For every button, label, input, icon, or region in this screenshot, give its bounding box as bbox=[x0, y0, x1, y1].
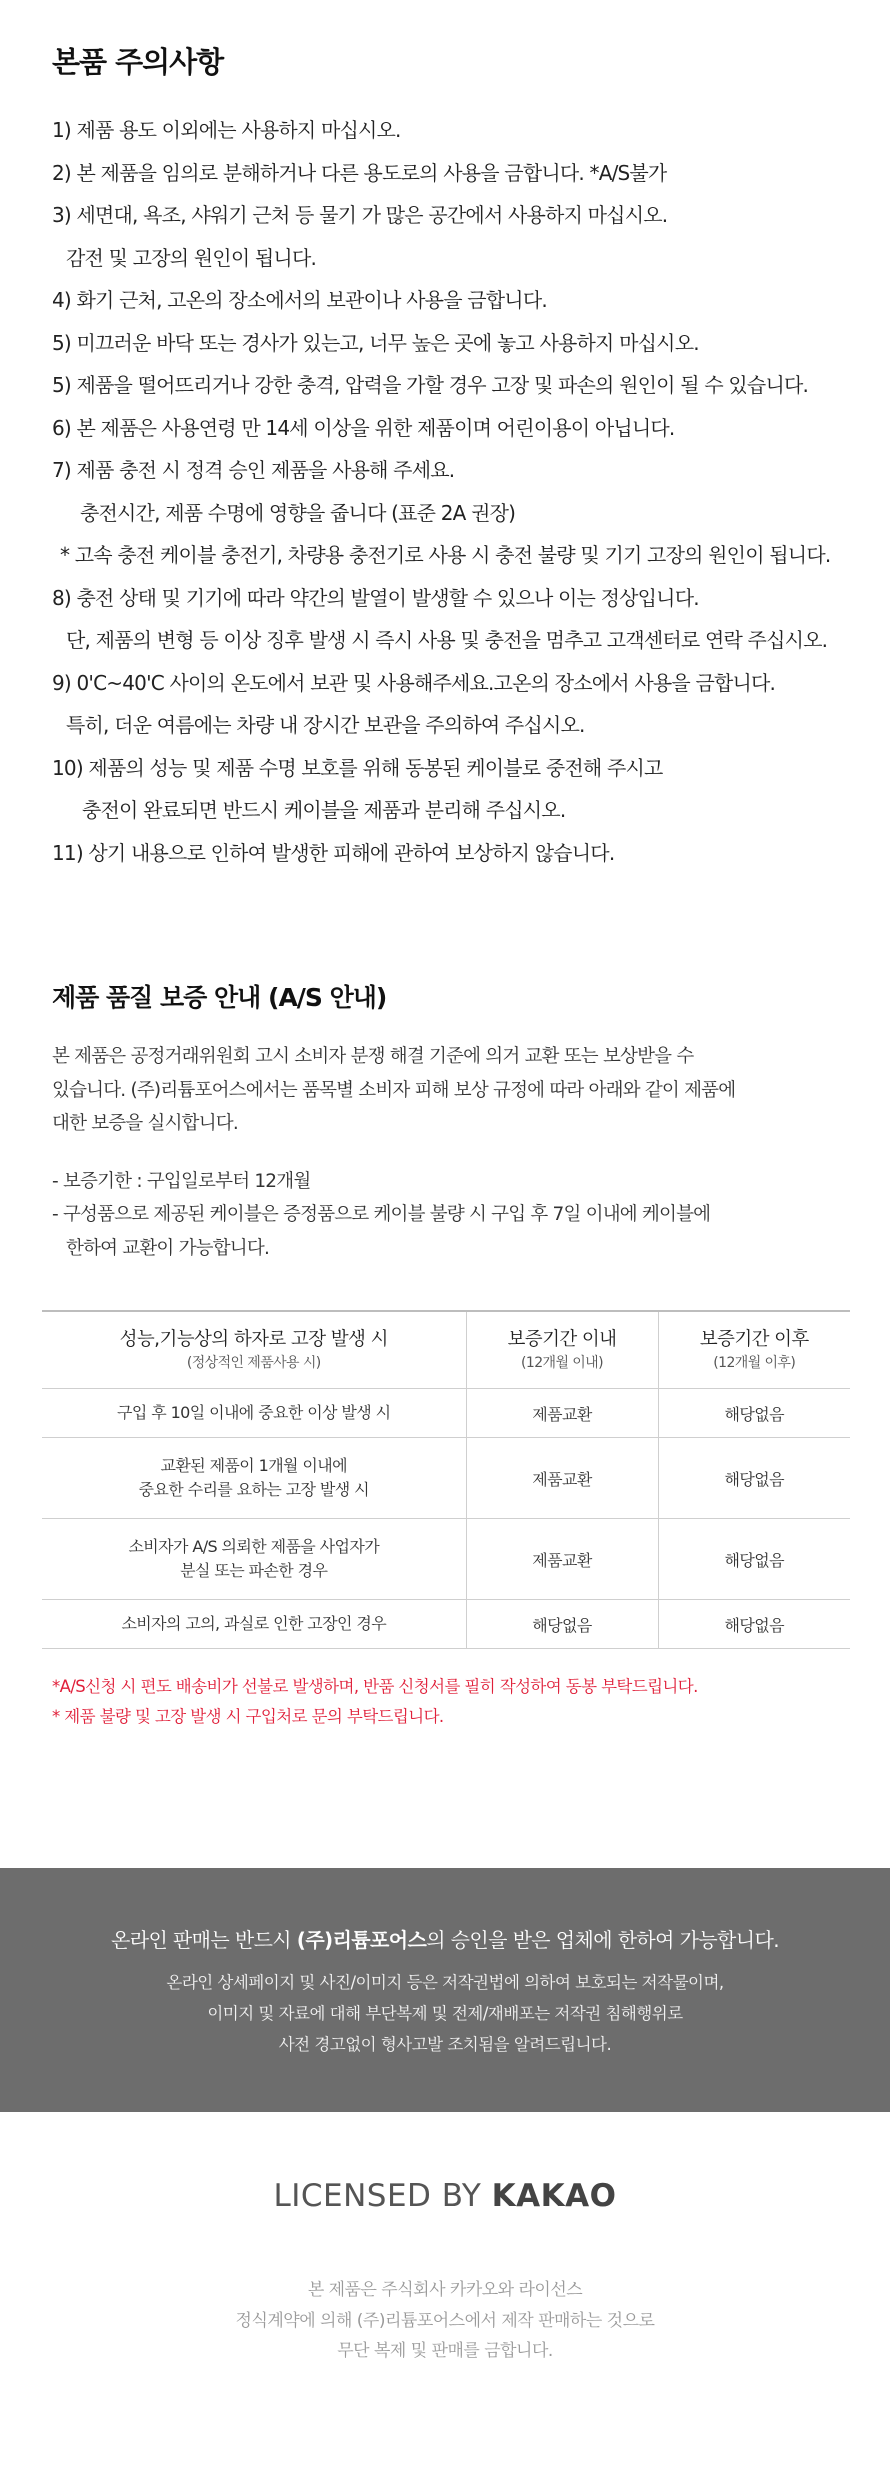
precautions-section bbox=[52, 40, 872, 874]
header-main: 보증기간 이후 bbox=[699, 1329, 809, 1350]
precaution-line: 6) 본 제품은 사용연령 만 14세 이상을 위한 제품이며 어린이용이 아닙니다. bbox=[52, 415, 675, 440]
row-after: 해당없음 bbox=[658, 1438, 850, 1519]
header-sub: (12개월 이내) bbox=[521, 1355, 603, 1371]
warranty-intro-line: 있습니다. (주)리튬포어스에서는 품목별 소비자 피해 보상 규정에 따라 아래와 같이 제품에 bbox=[52, 1079, 736, 1101]
header-sub: (정상적인 제품사용 시) bbox=[186, 1355, 321, 1371]
warranty-term-line: 한하여 교환이 가능합니다. bbox=[66, 1237, 270, 1259]
licensor-brand: KAKAO bbox=[491, 2178, 617, 2214]
row-condition bbox=[42, 1519, 466, 1600]
precautions-list bbox=[52, 109, 872, 874]
warranty-term-line: - 구성품으로 제공된 케이블은 증정품으로 케이블 불량 시 구입 후 7일 이내에 케이블에 bbox=[52, 1204, 711, 1225]
warranty-terms bbox=[52, 1165, 852, 1266]
precaution-line: * 고속 충전 케이블 충전기, 차량용 충전기로 사용 시 충전 불량 및 기기 고장의 원인이 됩니다. bbox=[60, 543, 831, 567]
header-main: 성능,기능상의 하자로 고장 발생 시 bbox=[119, 1329, 388, 1350]
warranty-title: 제품 품질 보증 안내 (A/S 안내) bbox=[52, 983, 387, 1012]
precaution-line: 8) 충전 상태 및 기기에 따라 약간의 발열이 발생할 수 있으나 이는 정상입니다. bbox=[52, 585, 699, 610]
online-sales-text: 온라인 판매는 반드시 bbox=[111, 1928, 297, 1952]
row-condition bbox=[42, 1389, 466, 1438]
as-notes bbox=[52, 1672, 698, 1732]
copyright-line: 온라인 상세페이지 및 사진/이미지 등은 저작권법에 의하여 보호되는 저작물이며, bbox=[166, 1973, 724, 1992]
header-condition bbox=[42, 1311, 466, 1389]
warranty-intro-line: 대한 보증을 실시합니다. bbox=[52, 1113, 238, 1134]
warranty-table-header bbox=[42, 1311, 850, 1389]
precaution-line: 특히, 더운 여름에는 차량 내 장시간 보관을 주의하여 주십시오. bbox=[66, 713, 585, 737]
copyright-line: 이미지 및 자료에 대해 부단복제 및 전제/재배포는 저작권 침해행위로 bbox=[207, 2004, 683, 2023]
precaution-line: 충전이 완료되면 반드시 케이블을 제품과 분리해 주십시오. bbox=[82, 798, 566, 822]
precautions-title: 본품 주의사항 bbox=[52, 45, 224, 79]
header-sub: (12개월 이후) bbox=[713, 1355, 796, 1371]
as-note-line: *A/S신청 시 편도 배송비가 선불로 발생하며, 반품 신청서를 필히 작성하여 동봉 부탁드립니다. bbox=[52, 1677, 698, 1696]
row-after: 해당없음 bbox=[658, 1519, 850, 1600]
condition-line: 구입 후 10일 이내에 중요한 이상 발생 시 bbox=[117, 1403, 391, 1422]
copyright-line: 사전 경고없이 형사고발 조치됨을 알려드립니다. bbox=[278, 2035, 612, 2054]
precaution-line: 5) 제품을 떨어뜨리거나 강한 충격, 압력을 가할 경우 고장 및 파손의 원인이 될 수 있습니다. bbox=[52, 373, 809, 397]
license-info bbox=[0, 2275, 890, 2367]
precaution-line: 4) 화기 근처, 고온의 장소에서의 보관이나 사용을 금합니다. bbox=[52, 288, 547, 312]
as-note-line: * 제품 불량 및 고장 발생 시 구입처로 문의 부탁드립니다. bbox=[52, 1707, 444, 1726]
header-after bbox=[658, 1311, 850, 1389]
header-within bbox=[466, 1311, 658, 1389]
precaution-line: 3) 세면대, 욕조, 샤워기 근처 등 물기 가 많은 공간에서 사용하지 마십시오. bbox=[52, 203, 668, 227]
precaution-line: 충전시간, 제품 수명에 영향을 줍니다 (표준 2A 권장) bbox=[80, 500, 516, 525]
online-sales-notice bbox=[0, 1868, 890, 2112]
online-sales-text: 의 승인을 받은 업체에 한하여 가능합니다. bbox=[426, 1928, 779, 1952]
licensed-by-prefix: LICENSED BY bbox=[273, 2178, 492, 2214]
warranty-term-line: - 보증기한 : 구입일로부터 12개월 bbox=[52, 1170, 311, 1192]
precaution-line: 1) 제품 용도 이외에는 사용하지 마십시오. bbox=[52, 118, 401, 142]
precaution-line: 감전 및 고장의 원인이 됩니다. bbox=[66, 245, 317, 270]
condition-line: 소비자가 A/S 의뢰한 제품을 사업자가 bbox=[128, 1537, 380, 1556]
warranty-intro-line: 본 제품은 공정거래위원회 고시 소비자 분쟁 해결 기준에 의거 교환 또는 보상받을 수 bbox=[52, 1046, 694, 1067]
row-condition bbox=[42, 1438, 466, 1519]
warranty-table bbox=[42, 1310, 850, 1649]
online-sales-main bbox=[0, 1924, 890, 1953]
licensed-by-heading bbox=[0, 2178, 890, 2214]
header-main: 보증기간 이내 bbox=[507, 1329, 617, 1350]
license-line: 정식계약에 의해 (주)리튬포어스에서 제작 판매하는 것으로 bbox=[235, 2310, 655, 2331]
condition-line: 중요한 수리를 요하는 고장 발생 시 bbox=[138, 1480, 369, 1499]
precaution-line: 2) 본 제품을 임의로 분해하거나 다른 용도로의 사용을 금합니다. *A/S불가 bbox=[52, 160, 667, 185]
table-row bbox=[42, 1438, 850, 1519]
precaution-line: 5) 미끄러운 바닥 또는 경사가 있는고, 너무 높은 곳에 놓고 사용하지 마십시오. bbox=[52, 330, 699, 355]
precaution-line: 9) 0'C~40'C 사이의 온도에서 보관 및 사용해주세요.고온의 장소에서 사용을 금합니다. bbox=[52, 670, 776, 695]
row-after: 해당없음 bbox=[658, 1600, 850, 1649]
precaution-line: 단, 제품의 변형 등 이상 징후 발생 시 즉시 사용 및 충전을 멈추고 고객센터로 연락 주십시오. bbox=[66, 628, 828, 652]
precaution-line: 10) 제품의 성능 및 제품 수명 보호를 위해 동봉된 케이블로 중전해 주시고 bbox=[52, 755, 663, 780]
license-line: 무단 복제 및 판매를 금합니다. bbox=[337, 2341, 553, 2361]
table-row bbox=[42, 1600, 850, 1649]
row-within: 제품교환 bbox=[466, 1389, 658, 1438]
license-line: 본 제품은 주식회사 카카오와 라이선스 bbox=[307, 2280, 583, 2300]
table-row bbox=[42, 1519, 850, 1600]
precaution-line: 11) 상기 내용으로 인하여 발생한 피해에 관하여 보상하지 않습니다. bbox=[52, 840, 615, 865]
warranty-intro bbox=[52, 1040, 852, 1141]
row-after: 해당없음 bbox=[658, 1389, 850, 1438]
warranty-section bbox=[52, 978, 852, 1265]
condition-line: 교환된 제품이 1개월 이내에 bbox=[160, 1456, 347, 1475]
row-condition bbox=[42, 1600, 466, 1649]
copyright-notice bbox=[0, 1967, 890, 2060]
condition-line: 분실 또는 파손한 경우 bbox=[180, 1561, 328, 1580]
precaution-line: 7) 제품 충전 시 정격 승인 제품을 사용해 주세요. bbox=[52, 458, 455, 482]
table-row bbox=[42, 1389, 850, 1438]
row-within: 제품교환 bbox=[466, 1438, 658, 1519]
company-name: (주)리튬포어스 bbox=[296, 1928, 427, 1952]
condition-line: 소비자의 고의, 과실로 인한 고장인 경우 bbox=[121, 1614, 387, 1633]
row-within: 해당없음 bbox=[466, 1600, 658, 1649]
row-within: 제품교환 bbox=[466, 1519, 658, 1600]
